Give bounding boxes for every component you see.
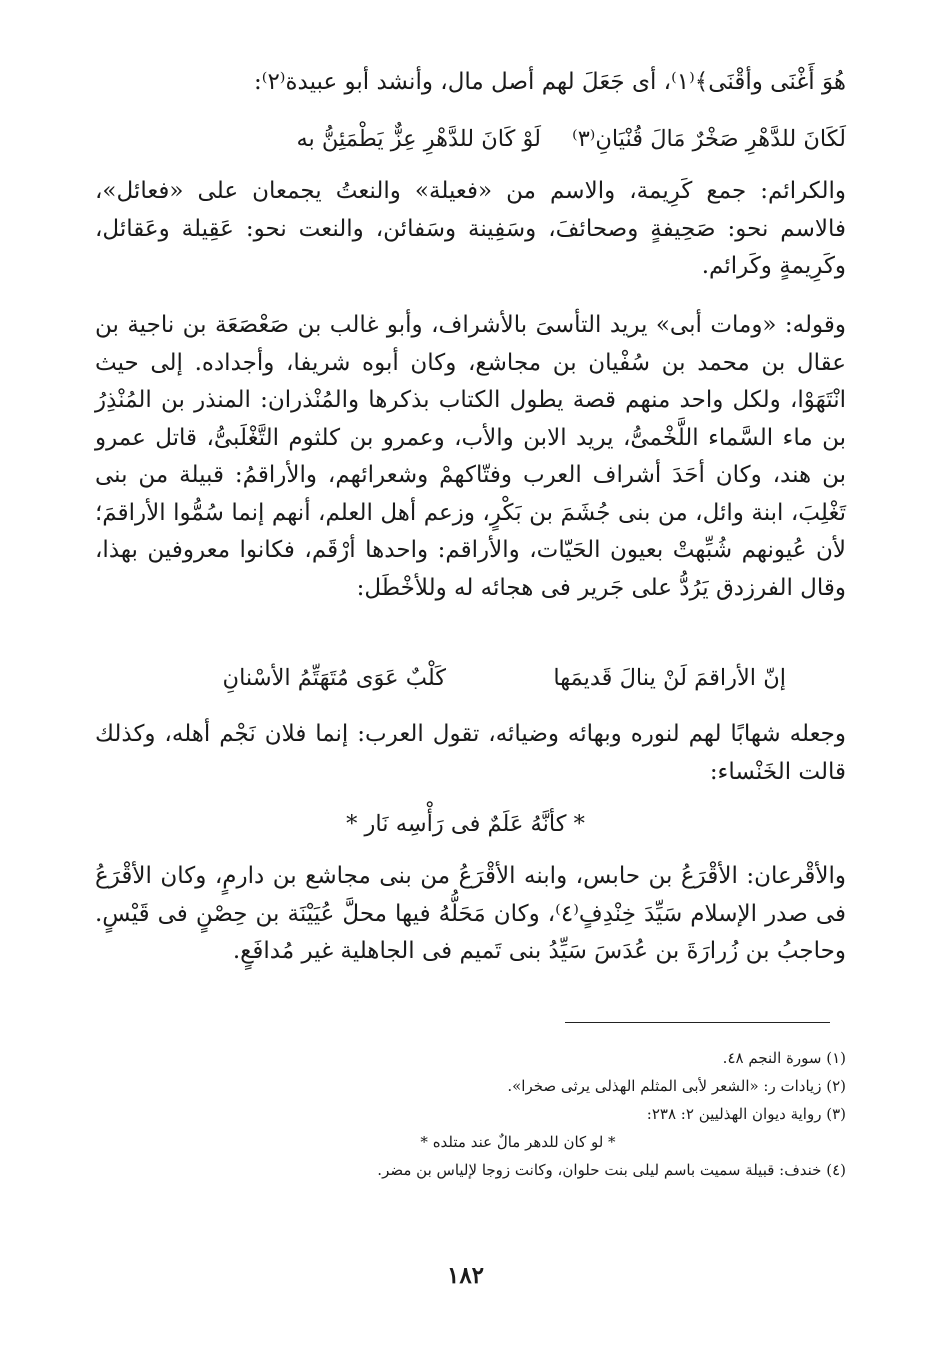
paragraph-2: والكرائم: جمع كَرِيمة، والاسم من «فعيلة» والنعتُ يجمعان على «فعائل»، فالاسم نحو: صَحِيفةٍ وصحائفَ، وسَفِينة وسَفائن، والنعت نحو: عَقِيلة وعَقائل، وكَرِيمةٍ وكَرائم. — [95, 178, 846, 279]
verse-2-right-hemistich: إنّ الأراقمَ لَنْ ينالَ قَديمَها — [553, 665, 786, 691]
footnote-2: (٢) زيادات ر: «الشعر لأبى المثلم الهذلى يرثى صخرا». — [507, 1077, 846, 1095]
footnotes — [240, 1044, 846, 1184]
paragraph-5: والأقْرعان: الأقْرَعُ بن حابس، وابنه الأقْرَعُ من بنى مجاشع بن دارمٍ، وكان الأقْرَعُ فى صدر الإسلام سَيِّدَ خِنْدِفٍ⁽٤⁾، وكان مَحَلُّهُ فيها محلَّ عُيَيْنَة بن حِصْنٍ فى قَيْسٍ. وحاجبُ بن زُرارَةَ بن عُدَسَ سَيِّدُ بنى تَميم فى الجاهلية غير مُدافَعٍ. — [95, 863, 846, 964]
page-number: ١٨٢ — [446, 1262, 485, 1289]
footnote-3-verse: * لو كان للدهر مالٌ عند متلده * — [420, 1133, 616, 1151]
paragraph-3: وقوله: «ومات أبى» يريد التأسىَ بالأشراف، وأبو غالب بن صَعْصَعَة بن ناجية بن عقال بن محمد بن سُفْيان بن مجاشع، وكان أبوه شريفا، وأجداده. إلى حيث انْتَهَوْا، ولكل واحد منهم قصة يطول الكتاب بذكرها والمُنْذران: المنذر بن المُنْذِرُ بن ماء السَّماء اللَّخْمىُّ، يريد الابن والأب، وعمرو بن كلثوم التَّغْلَبىُّ، قاتل عمرو بن هند، وكان أحَدَ أشراف العرب وفتّاكهمْ وشعرائهم، والأراقمُ: قبيلة من بنى تَغْلِبَ، ابنة وائل، من بنى جُشَمَ بن بَكْرٍ، وزعم أهل العلم، أنهم إنما سُمُّوا الأراقمَ؛ لأن عُيونهم شُبِّهتْ بعيون الحَيّات، والأراقم: واحدها أرْقَم، فكانوا معروفين بهذا، وقال الفرزدق يَرُدُّ على جَرير فى هجائه له وللأخْطَل: — [95, 312, 846, 601]
verse-3: * كأنَّهُ عَلَمٌ فى رَأْسِه نَار * — [346, 811, 585, 837]
verse-2-left-hemistich: كَلْبٌ عَوَى مُتَهَتِّمُ الأسْنانِ — [222, 665, 446, 691]
verse-1-right-hemistich: لَوْ كَانَ للدَّهْرِ عِزٌّ يَطْمَئِنُّ به — [296, 126, 541, 152]
footnote-separator — [565, 1022, 830, 1023]
footnote-4: (٤) خندف: قبيلة سميت باسم ليلى بنت حلوان، وكانت زوجا لإلياس بن مضر. — [377, 1161, 846, 1179]
paragraph-4: وجعله شهابًا لهم لنوره وبهائه وضيائه، تقول العرب: إنما فلان نَجْم أهله، وكذلك قالت الخَنْساء: — [95, 721, 846, 785]
footnote-1: (١) سورة النجم ٤٨. — [722, 1049, 846, 1067]
verse-1-left-hemistich: لَكَانَ للدَّهْرِ صَخْرٌ مَالَ قُنْيَانِ⁽٣⁾ — [572, 126, 846, 152]
paragraph-1: هُوَ أَغْنَى وأقْنَى﴾⁽١⁾، أى جَعَلَ لهم أصل مال، وأنشد أبو عبيدة⁽٢⁾: — [254, 69, 846, 95]
footnote-3: (٣) رواية ديوان الهذليين ٢: ٢٣٨: — [646, 1105, 846, 1123]
